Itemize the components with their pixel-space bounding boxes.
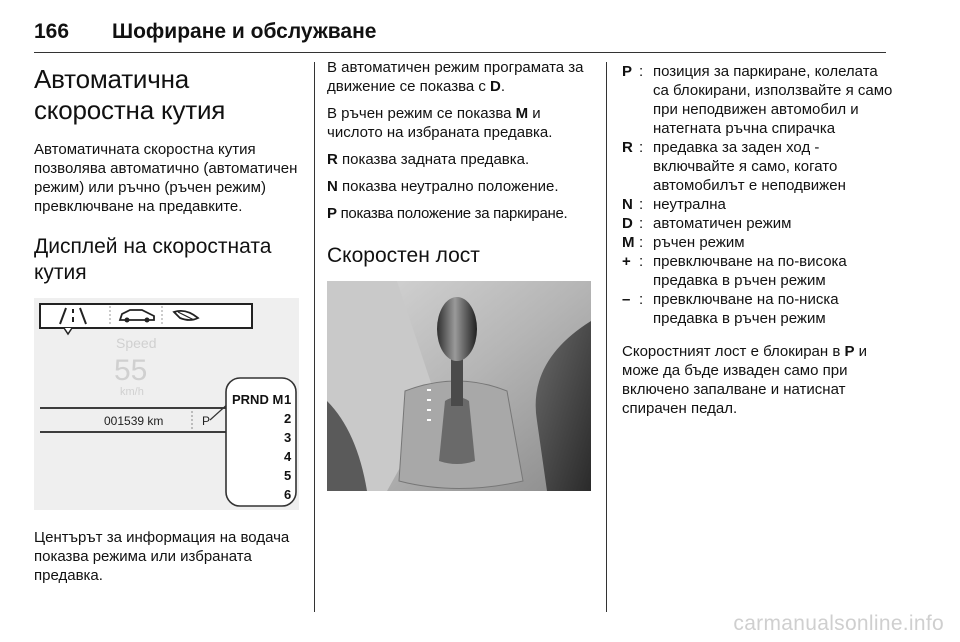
definition-text: ръчен режим xyxy=(653,234,745,251)
definition-item xyxy=(622,62,894,138)
driver-info-display-figure xyxy=(34,298,299,510)
definition-item xyxy=(622,138,894,195)
section-title xyxy=(34,64,302,126)
definition-key: R xyxy=(622,139,633,156)
definition-item xyxy=(622,195,894,214)
definition-key: – xyxy=(622,291,631,308)
auto-mode-end: . xyxy=(500,78,506,95)
neutral-text: показва неутрално положение. xyxy=(337,178,559,195)
definition-colon: : xyxy=(639,215,644,232)
gear-indicator: P xyxy=(202,414,211,428)
definition-colon: : xyxy=(639,196,644,213)
neutral-paragraph xyxy=(327,177,597,196)
park-text: показва положение за паркиране. xyxy=(336,205,568,222)
lever-boot xyxy=(439,397,475,464)
manual-mode-text: В ръчен режим се показва xyxy=(327,105,516,122)
definition-text: превключване на по-висока предавка в ръчен режим xyxy=(653,253,847,289)
park-key: P xyxy=(327,205,337,222)
subsection-title-line2: кутия xyxy=(34,261,87,284)
column-divider xyxy=(606,62,607,612)
subsection-title-line1: Дисплей на скоростната xyxy=(34,235,272,258)
definition-colon: : xyxy=(639,253,644,270)
page-number: 166 xyxy=(34,20,70,43)
gear-6: 6 xyxy=(284,487,292,502)
reverse-text: показва задната предавка. xyxy=(337,151,530,168)
neutral-key: N xyxy=(327,178,338,195)
watermark: carmanualsonline.info xyxy=(733,612,944,635)
definition-item xyxy=(622,214,894,233)
definition-text: позиция за паркиране, колелата са блокирани, използвайте я само при неподвижен автомобил и натегната ръчна спирачка xyxy=(653,63,893,137)
auto-mode-paragraph xyxy=(327,58,597,96)
column-left xyxy=(34,58,302,593)
auto-mode-text: В автоматичен режим програмата за движение се показва с xyxy=(327,59,584,95)
figure-caption: Центърът за информация на водача показва режима или избраната предавка. xyxy=(34,529,290,584)
definition-text: превключване на по-ниска предавка в ръчен режим xyxy=(653,291,839,327)
reverse-key: R xyxy=(327,151,338,168)
speed-label: Speed xyxy=(116,335,157,351)
gear-5: 5 xyxy=(284,468,292,483)
gear-2: 2 xyxy=(284,411,292,426)
driver-info-display-illustration xyxy=(34,298,299,510)
running-title: Шофиране и обслужване xyxy=(112,20,377,43)
speed-unit: km/h xyxy=(120,386,144,398)
lock-text-2: и може да бъде изваден само при включено запалване и натиснат спирачен педал. xyxy=(622,343,868,417)
subsection-title xyxy=(34,234,302,286)
lever-knob xyxy=(437,297,477,361)
gear-strip: PRND M xyxy=(232,392,284,407)
reverse-paragraph xyxy=(327,150,597,169)
manual-mode-key: M xyxy=(515,105,529,122)
definition-text: неутрална xyxy=(653,196,726,213)
column-middle xyxy=(327,58,597,491)
definition-key: D xyxy=(622,215,633,232)
definition-item xyxy=(622,233,894,252)
park-paragraph xyxy=(327,204,597,223)
gear-lever-photo xyxy=(327,281,591,491)
section-title-line2: скоростна кутия xyxy=(34,95,226,125)
definition-colon: : xyxy=(639,291,644,308)
intro-paragraph: Автоматичната скоростна кутия позволява автоматично (автоматичен режим) или ръчно (ръчен режим) превключване на предавките. xyxy=(34,141,298,215)
definition-colon: : xyxy=(639,234,644,251)
column-right xyxy=(622,58,894,426)
gear-definitions-list xyxy=(622,62,894,328)
display-top-bar xyxy=(40,304,252,328)
auto-mode-key: D xyxy=(490,78,501,95)
section-title-line1: Автоматична xyxy=(34,64,190,94)
gear-1: 1 xyxy=(284,392,292,407)
gear-3: 3 xyxy=(284,430,292,445)
manual-mode-paragraph xyxy=(327,104,597,142)
definition-colon: : xyxy=(639,139,644,156)
page-header xyxy=(34,8,886,53)
definition-item xyxy=(622,252,894,290)
definition-text: предавка за заден ход - включвайте я само, когато автомобилът е неподвижен xyxy=(653,139,846,194)
definition-key: N xyxy=(622,196,633,213)
manual-mode-end: и числото на избраната предавка. xyxy=(327,105,553,141)
definition-text: автоматичен режим xyxy=(653,215,792,232)
gear-lever-illustration xyxy=(327,281,591,491)
lever-title: Скоростен лост xyxy=(327,244,480,267)
definition-colon: : xyxy=(639,63,644,80)
odometer-value: 001539 km xyxy=(104,414,164,428)
speed-value: 55 xyxy=(114,354,148,387)
lever-lock-paragraph xyxy=(622,342,894,418)
definition-key: M xyxy=(622,234,635,251)
lock-key: P xyxy=(844,343,855,360)
column-divider xyxy=(314,62,315,612)
gear-4: 4 xyxy=(284,449,292,464)
lock-text-1: Скоростният лост е блокиран в xyxy=(622,343,845,360)
definition-key: P xyxy=(622,63,633,80)
definition-key: + xyxy=(622,253,631,270)
definition-item xyxy=(622,290,894,328)
